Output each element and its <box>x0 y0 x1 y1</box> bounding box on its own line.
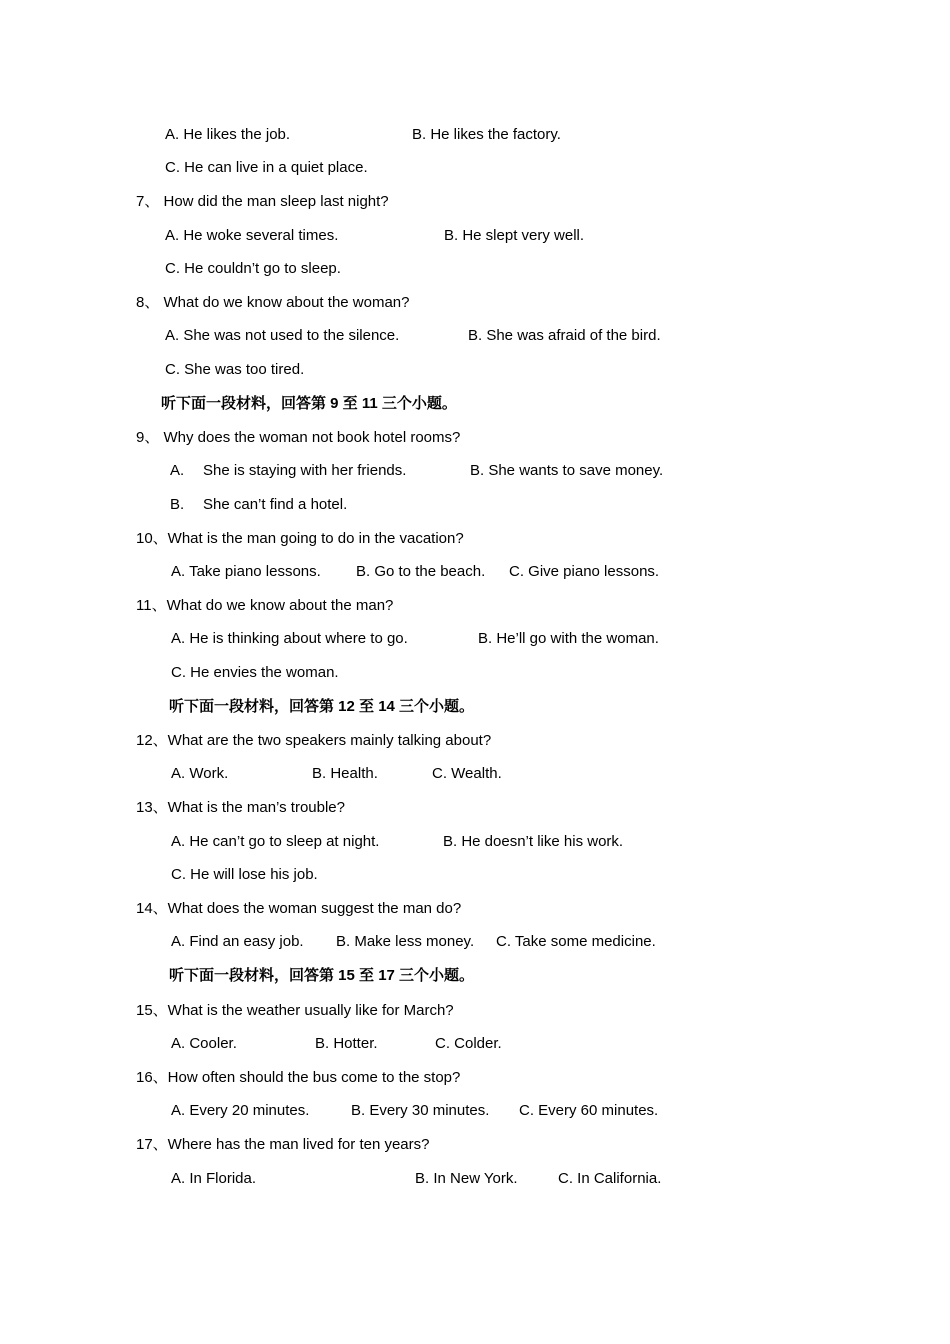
q8-option-a: A. She was not used to the silence. <box>165 327 400 344</box>
question-11: 11、What do we know about the man? <box>136 597 394 614</box>
q9-option-b: B. She wants to save money. <box>470 462 664 479</box>
q10-option-a: A. Take piano lessons. <box>171 563 321 580</box>
q15-option-c: C. Colder. <box>435 1035 502 1052</box>
q7-option-c: C. He couldn’t go to sleep. <box>165 260 341 277</box>
question-15: 15、What is the weather usually like for March? <box>136 1002 454 1019</box>
q13-option-c: C. He will lose his job. <box>171 866 318 883</box>
q11-option-b: B. He’ll go with the woman. <box>478 630 659 647</box>
q11-option-c: C. He envies the woman. <box>171 664 339 681</box>
instruction-12-14: 听下面一段材料，回答第 12 至 14 三个小题。 <box>169 698 475 715</box>
q9-option-a-text: She is staying with her friends. <box>203 462 407 479</box>
q16-option-b: B. Every 30 minutes. <box>351 1102 490 1119</box>
q6-option-a: A. He likes the job. <box>165 126 291 143</box>
q15-option-a: A. Cooler. <box>171 1035 237 1052</box>
instruction-15-17: 听下面一段材料，回答第 15 至 17 三个小题。 <box>169 967 475 984</box>
q7-option-b: B. He slept very well. <box>444 227 585 244</box>
q11-option-a: A. He is thinking about where to go. <box>171 630 408 647</box>
q7-option-a: A. He woke several times. <box>165 227 339 244</box>
q14-option-b: B. Make less money. <box>336 933 475 950</box>
q8-option-c: C. She was too tired. <box>165 361 305 378</box>
q14-option-c: C. Take some medicine. <box>496 933 656 950</box>
question-7: 7、 How did the man sleep last night? <box>136 193 389 210</box>
q9-option-c-text: She can’t find a hotel. <box>203 496 348 513</box>
q16-option-c: C. Every 60 minutes. <box>519 1102 659 1119</box>
question-12: 12、What are the two speakers mainly talking about? <box>136 732 492 749</box>
q13-option-b: B. He doesn’t like his work. <box>443 833 624 850</box>
q6-option-c: C. He can live in a quiet place. <box>165 159 368 176</box>
q17-option-a: A. In Florida. <box>171 1170 257 1187</box>
q14-option-a: A. Find an easy job. <box>171 933 304 950</box>
question-10: 10、What is the man going to do in the vacation? <box>136 530 464 547</box>
q16-option-a: A. Every 20 minutes. <box>171 1102 310 1119</box>
q9-option-c-label: B. <box>170 496 185 513</box>
q6-option-b: B. He likes the factory. <box>412 126 561 143</box>
q17-option-b: B. In New York. <box>415 1170 518 1187</box>
q12-option-a: A. Work. <box>171 765 229 782</box>
q15-option-b: B. Hotter. <box>315 1035 378 1052</box>
q12-option-b: B. Health. <box>312 765 378 782</box>
q13-option-a: A. He can’t go to sleep at night. <box>171 833 380 850</box>
question-16: 16、How often should the bus come to the stop? <box>136 1069 461 1086</box>
question-13: 13、What is the man’s trouble? <box>136 799 345 816</box>
question-14: 14、What does the woman suggest the man do? <box>136 900 462 917</box>
question-9: 9、 Why does the woman not book hotel rooms? <box>136 429 461 446</box>
q10-option-c: C. Give piano lessons. <box>509 563 660 580</box>
instruction-9-11: 听下面一段材料，回答第 9 至 11 三个小题。 <box>161 395 457 412</box>
q12-option-c: C. Wealth. <box>432 765 502 782</box>
q8-option-b: B. She was afraid of the bird. <box>468 327 661 344</box>
question-17: 17、Where has the man lived for ten years? <box>136 1136 430 1153</box>
q9-option-a-label: A. <box>170 462 185 479</box>
q10-option-b: B. Go to the beach. <box>356 563 486 580</box>
q17-option-c: C. In California. <box>558 1170 662 1187</box>
question-8: 8、 What do we know about the woman? <box>136 294 410 311</box>
